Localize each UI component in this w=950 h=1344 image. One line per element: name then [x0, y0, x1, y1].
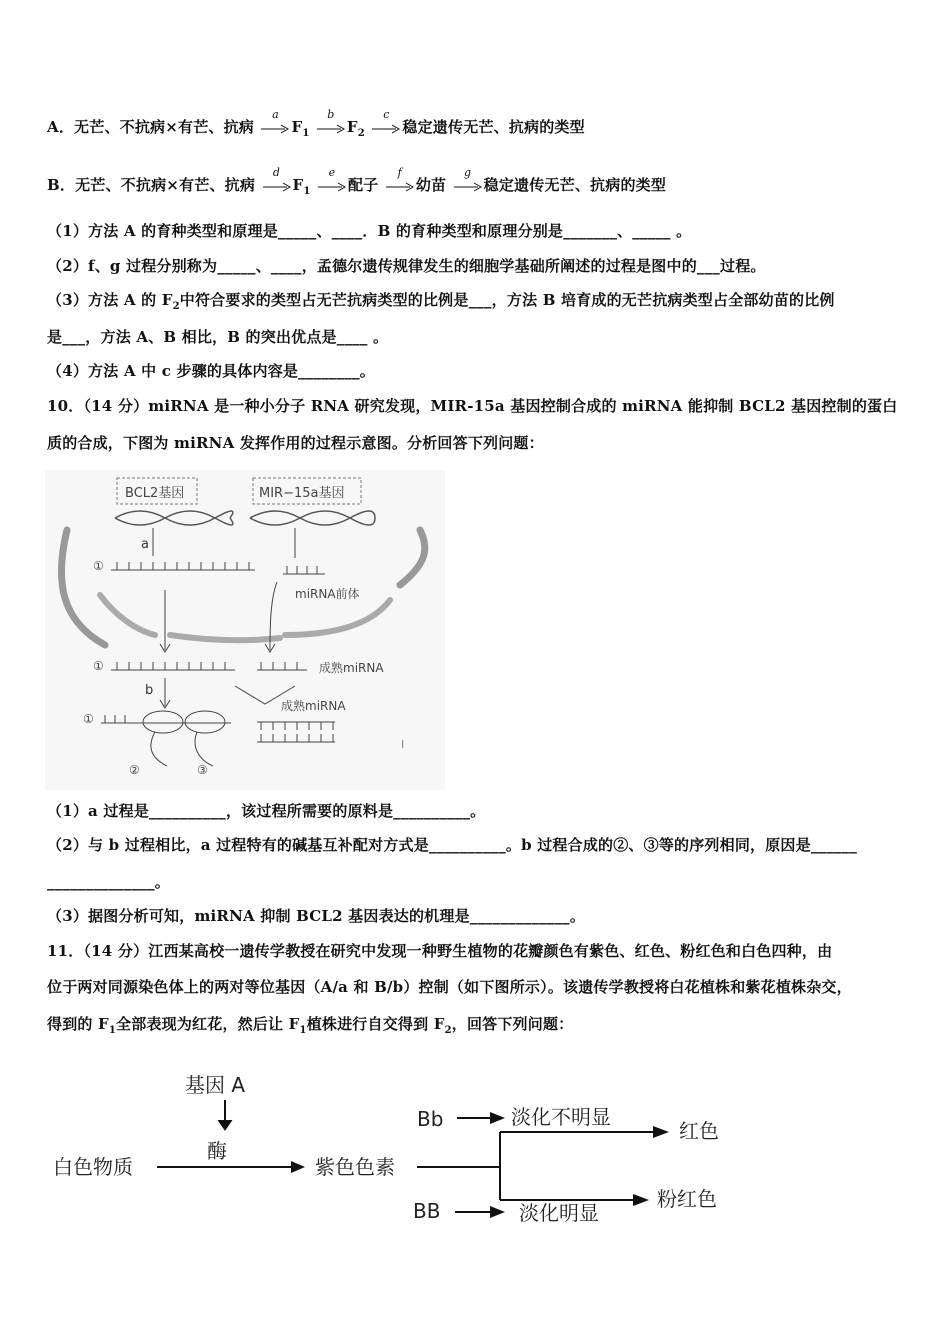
q9-part4: （4）方法 A 中 c 步骤的具体内容是________。 — [47, 362, 375, 380]
marker-3: ① — [83, 712, 94, 726]
marker-2: ① — [93, 659, 104, 673]
q9-part3-cont: 是___，方法 A、B 相比，B 的突出优点是____ 。 — [47, 328, 389, 346]
mir15a-gene-label: MIR−15a基因 — [259, 486, 345, 501]
arrow-icon: b — [317, 121, 345, 135]
marker-1: ① — [93, 559, 104, 573]
marker-polypeptide-3: ③ — [197, 763, 208, 777]
marker-polypeptide-2: ② — [129, 763, 140, 777]
side-mark: I — [401, 738, 405, 751]
q10-part2-cont: ______________。 — [47, 873, 171, 891]
q11-stem-cont: 位于两对同源染色体上的两对等位基因（A/a 和 B/b）控制（如下图所示）。该遗传学教授将白花植株和紫花植株杂交， — [47, 978, 852, 996]
q10-stem-cont: 质的合成，下图为 miRNA 发挥作用的过程示意图。分析回答下列问题： — [47, 434, 544, 452]
mature-mirna-label-2: 成熟miRNA — [281, 699, 346, 713]
q11-stem-cont2: 得到的 $F_1$全部表现为红花，然后让 $F_1$植株进行自交得到 $F_2$，回答下列问题： — [47, 1015, 574, 1036]
genotype-bb-label: Bb — [417, 1107, 444, 1131]
arrow-icon: e — [318, 179, 346, 193]
q10-part2: （2）与 b 过程相比，a 过程特有的碱基互补配对方式是__________。b 过程合成的②、③等的序列相同，原因是______ — [47, 836, 858, 854]
q10-part1: （1）a 过程是__________，该过程所需要的原料是__________。 — [47, 802, 486, 820]
arrow-icon: a — [261, 121, 289, 135]
mature-mirna-label-1: 成熟miRNA — [319, 661, 384, 675]
q10-part3: （3）据图分析可知，miRNA 抑制 BCL2 基因表达的机理是_____________。 — [47, 907, 586, 925]
mirna-process-figure — [45, 470, 445, 790]
arrow-icon: d — [263, 179, 291, 193]
enzyme-label: 酶 — [207, 1139, 227, 1163]
gene-a-label: 基因 A — [185, 1073, 246, 1097]
q9-part2: （2）f、g 过程分别称为_____、____，孟德尔遗传规律发生的细胞学基础所阐述的过程是图中的___过程。 — [47, 257, 766, 275]
q10-stem: 10．（14 分）miRNA 是一种小分子 RNA 研究发现，MIR-15a 基因控制合成的 miRNA 能抑制 BCL2 基因控制的蛋白 — [47, 397, 898, 415]
process-a-label: a — [141, 537, 149, 552]
arrow-icon: g — [454, 179, 482, 193]
white-substance-label: 白色物质 — [53, 1155, 133, 1179]
pink-label: 粉红色 — [657, 1187, 717, 1211]
obvious-fade-label: 淡化明显 — [519, 1201, 599, 1225]
q9-part3: （3）方法 A 的 $F_2$中符合要求的类型占无芒抗病类型的比例是___，方法 B 培育成的无芒抗病类型占全部幼苗的比例 — [47, 291, 835, 312]
process-b-label: b — [145, 683, 154, 698]
red-label: 红色 — [679, 1119, 719, 1143]
genotype-BB-label: BB — [413, 1199, 441, 1223]
q9-part1: （1）方法 A 的育种类型和原理是_____、____．B 的育种类型和原理分别是_______、_____ 。 — [47, 222, 692, 240]
slight-fade-label: 淡化不明显 — [511, 1105, 611, 1129]
purple-pigment-label: 紫色色素 — [315, 1155, 395, 1179]
arrow-icon: c — [372, 121, 400, 135]
option-b: B．无芒、不抗病×有芒、抗病 d $F_1$ e 配子 f 幼苗 g 稳定遗传无芒、抗病的类型 — [47, 166, 667, 197]
flower-color-pathway-figure — [45, 1060, 745, 1240]
mirna-precursor-label: miRNA前体 — [295, 587, 360, 601]
bcl2-gene-label: BCL2基因 — [125, 486, 185, 501]
q11-stem: 11．（14 分）江西某高校一遗传学教授在研究中发现一种野生植物的花瓣颜色有紫色、红色、粉红色和白色四种，由 — [47, 942, 833, 960]
option-a: A．无芒、不抗病×有芒、抗病 a $F_1$ b $F_2$ c 稳定遗传无芒、抗病的类型 — [47, 108, 585, 139]
arrow-icon: f — [386, 179, 414, 193]
